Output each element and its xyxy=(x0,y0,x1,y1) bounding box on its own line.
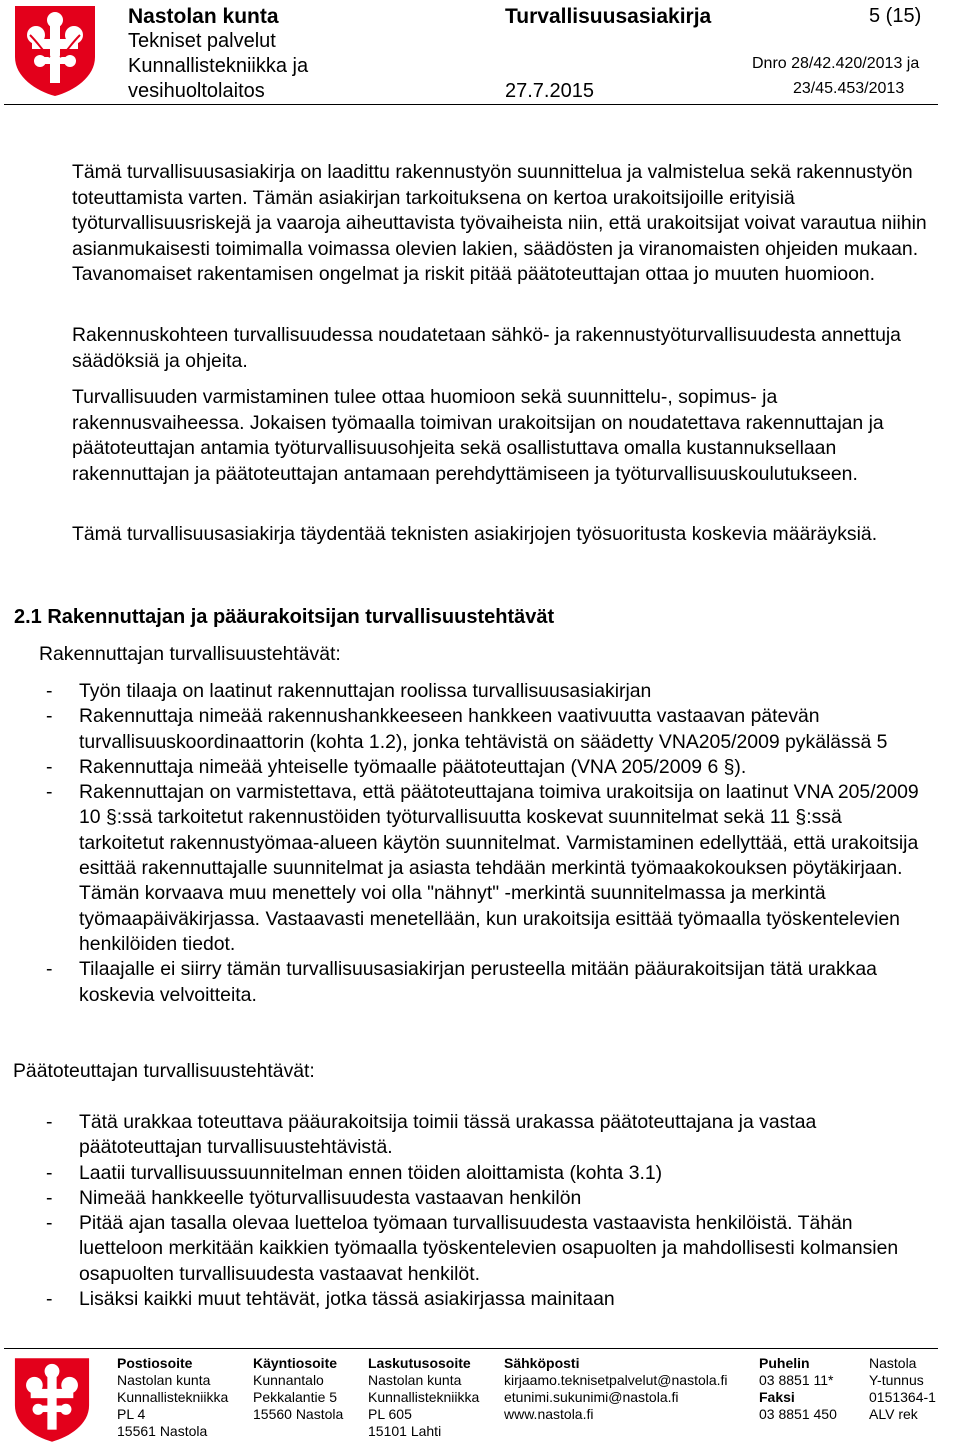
footer-phone-number: 03 8851 11* xyxy=(759,1372,834,1388)
municipality-crest-logo xyxy=(14,5,96,97)
list-dash: - xyxy=(46,1111,53,1133)
organization-unit-2: Kunnallistekniikka ja xyxy=(128,55,309,77)
footer-fax-number: 03 8851 450 xyxy=(759,1406,837,1422)
intro-text-1: Tämä turvallisuusasiakirja on laadittu rakennustyön suunnittelua ja valmistelua sekä rakennustyön toteuttamista varten. Tämän asiakirjan tarkoituksena on kertoa urakoitsijoille erityisiä työturvallisuusriskejä ja vaaroja aiheuttavista työvaiheista niin, että urakoitsijat voivat varautua niihin asianmukaisesti toimimalla voimassa olevien lakien, säädösten ja viranomaisten ohjeiden mukaan. Tavanomaiset rakentamisen ongelmat ja riskit pitää päätoteuttajan ottaa jo muuten huomioon. xyxy=(72,161,927,285)
section-heading: 2.1 Rakennuttajan ja pääurakoitsijan turvallisuustehtävät xyxy=(14,606,555,628)
list-dash: - xyxy=(46,1288,53,1311)
intro-text-4: Tämä turvallisuusasiakirja täydentää teknisten asiakirjojen työsuoritusta koskevia määräyksiä. xyxy=(72,523,878,545)
reference-number-1: Dnro 28/42.420/2013 ja xyxy=(752,55,920,72)
organization-unit-1: Tekniset palvelut xyxy=(128,30,276,52)
intro-paragraph-3 xyxy=(72,385,942,487)
footer-billing-address: Laskutusosoite Nastolan kunta Kunnallistekniikka PL 605 15101 Lahti xyxy=(368,1355,480,1439)
footer-email-title: Sähköposti xyxy=(504,1355,580,1371)
list-item: - Pitää ajan tasalla olevaa luetteloa työmaan turvallisuudesta vastaavista henkilöistä. Tähän luetteloon merkitään kaikkien työmaalla työskentelevien osapuolten ja mahdollisesti kolmansien osapuolten turvallisuudesta vastaavat henkilöt. xyxy=(46,1212,899,1285)
footer-business-id: Nastola Y-tunnus 0151364-1 ALV rek xyxy=(869,1355,936,1422)
subheading-client-tasks: Rakennuttajan turvallisuustehtävät: xyxy=(39,643,341,665)
list-item: - Rakennuttajan on varmistettava, että päätoteuttajana toimiva urakoitsija on laatinut VNA 205/2009 10 §:ssä tarkoitetut rakennustöiden työturvallisuutta koskevat suunnitelmat sekä 11 §:ssä tarkoitetut rakennustyömaa-alueen käytön suunnitelmat. Varmistaminen edellyttää, että urakoitsija esittää rakennuttajalle suunnitelmat ja asiasta tehdään merkintä työmaakokouksen pöytäkirjaan. Tämän korvaava muu menettely voi olla "nähnyt" -merkintä suunnitelmassa ja merkintä työmaapäiväkirjassa. Vastaavasti menetellään, kun urakoitsija esittää työmaalla työskentelevien henkilöiden tiedot. xyxy=(46,781,919,955)
municipality-crest-footer-logo xyxy=(14,1357,90,1443)
list-dash: - xyxy=(46,705,53,728)
list-item: - Nimeää hankkeelle työturvallisuudesta vastaavan henkilön xyxy=(40,1186,930,1211)
footer-fax-title: Faksi xyxy=(759,1389,795,1405)
footer-email xyxy=(504,1355,728,1423)
footer-postal-address: Postiosoite Nastolan kunta Kunnallistekniikka PL 4 15561 Nastola xyxy=(117,1355,229,1439)
footer-visiting-address: Käyntiosoite Kunnantalo Pekkalantie 5 15560 Nastola xyxy=(253,1355,344,1422)
list-dash: - xyxy=(46,755,53,778)
list-item: - Laatii turvallisuussuunnitelman ennen töiden aloittamista (kohta 3.1) xyxy=(40,1161,930,1186)
list-dash: - xyxy=(46,958,53,981)
list-dash: - xyxy=(46,781,53,804)
list-item: - Rakennuttaja nimeää yhteiselle työmaalle päätoteuttajan (VNA 205/2009 6 §). xyxy=(40,755,930,780)
intro-text-3: Turvallisuuden varmistaminen tulee ottaa huomioon sekä suunnittelu-, sopimus- ja rakennusvaiheessa. Jokaisen työmaalla toimivan urakoitsijan on noudatettava rakennuttajan ja päätoteuttajan antamia työturvallisuusohjeita sekä osallistuttava omalla kustannuksellaan rakennuttajan ja päätoteuttajan antamaan perehdyttämiseen ja työturvallisuuskoulutukseen. xyxy=(72,386,884,485)
reference-number-2: 23/45.453/2013 xyxy=(793,80,905,97)
intro-paragraph-4 xyxy=(72,522,942,548)
footer-phone xyxy=(759,1355,837,1423)
client-task-list xyxy=(40,679,930,1008)
header-divider xyxy=(4,104,938,105)
footer-billing-title: Laskutusosoite xyxy=(368,1355,471,1371)
list-dash: - xyxy=(46,1212,53,1235)
footer-website-link[interactable]: www.nastola.fi xyxy=(504,1406,594,1422)
intro-paragraph-2 xyxy=(72,323,942,374)
list-item: - Työn tilaaja on laatinut rakennuttajan roolissa turvallisuusasiakirjan xyxy=(40,679,930,704)
main-implementer-task-list xyxy=(40,1110,930,1312)
footer-email-personal: etunimi.sukunimi@nastola.fi xyxy=(504,1389,679,1405)
list-item: - Rakennuttaja nimeää rakennushankkeeseen hankkeen vaativuutta vastaavan pätevän turvallisuuskoordinaattorin (kohta 1.2), jonka tehtävistä on säädetty VNA205/2009 pykälässä 5 xyxy=(46,705,888,753)
footer-email-registry[interactable]: kirjaamo.teknisetpalvelut@nastola.fi xyxy=(504,1372,728,1388)
document-title: Turvallisuusasiakirja xyxy=(505,5,712,28)
intro-text-2: Rakennuskohteen turvallisuudessa noudatetaan sähkö- ja rakennustyöturvallisuudesta annettuja säädöksiä ja ohjeita. xyxy=(72,324,901,372)
list-item: - Tätä urakkaa toteuttava pääurakoitsija toimii tässä urakassa päätoteuttajana ja vastaa päätoteuttajan turvallisuustehtävistä. xyxy=(46,1111,817,1159)
page-number: 5 (15) xyxy=(869,5,922,27)
footer-divider xyxy=(4,1348,938,1349)
footer-visit-title: Käyntiosoite xyxy=(253,1355,338,1371)
footer-postal-title: Postiosoite xyxy=(117,1355,193,1371)
footer-phone-title: Puhelin xyxy=(759,1355,810,1371)
list-dash: - xyxy=(46,1186,53,1209)
organization-unit-3: vesihuoltolaitos xyxy=(128,80,265,102)
intro-paragraph-1 xyxy=(72,160,942,288)
document-date: 27.7.2015 xyxy=(505,80,594,102)
subheading-main-implementer-tasks: Päätoteuttajan turvallisuustehtävät: xyxy=(13,1060,315,1082)
list-item: - Lisäksi kaikki muut tehtävät, jotka tässä asiakirjassa mainitaan xyxy=(40,1287,930,1312)
organization-name: Nastolan kunta xyxy=(128,5,279,28)
list-dash: - xyxy=(46,1161,53,1184)
list-dash: - xyxy=(46,680,53,702)
list-item: - Tilaajalle ei siirry tämän turvallisuusasiakirjan perusteella mitään pääurakoitsijan tätä urakkaa koskevia velvoitteita. xyxy=(46,958,877,1006)
